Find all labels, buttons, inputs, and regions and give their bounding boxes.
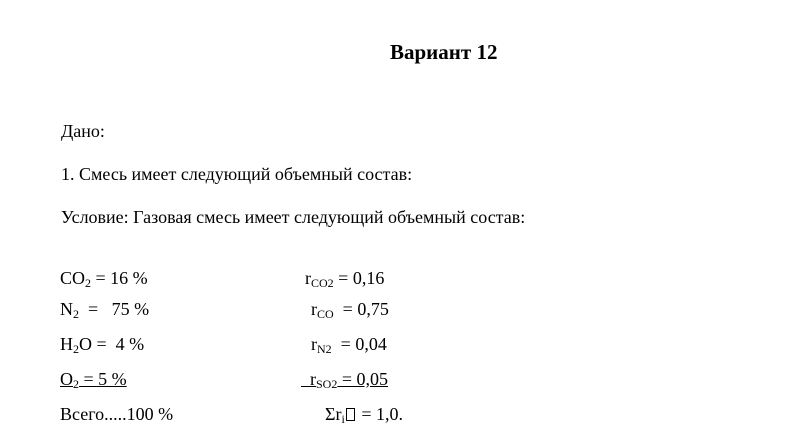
- fraction-co: $r_{CO} = 0,75$: [311, 299, 389, 321]
- composition-o2: $O_2 = 5$ %: [60, 369, 127, 391]
- missing-glyph-icon: [346, 408, 355, 421]
- total-fraction-sum: $\Sigma r_i = 1,0$.: [325, 404, 403, 426]
- composition-co2: $CO_2 = 16$ %: [60, 268, 148, 290]
- fraction-so2: $r_{SO2} = 0,05$: [310, 369, 388, 391]
- composition-n2: $N_2 = 75$ %: [60, 299, 150, 321]
- page-title: Вариант 12: [390, 40, 498, 64]
- fraction-co2: $r_{CO2} = 0,16$: [305, 268, 385, 290]
- condition-text: Условие: Газовая смесь имеет следующий объемный состав:: [61, 207, 526, 227]
- composition-h2o: $H_2O = 4$ %: [60, 334, 145, 356]
- total-percent: Всего.....100 %: [60, 404, 174, 424]
- item-1-text: 1. Смесь имеет следующий объемный состав:: [61, 164, 413, 184]
- given-label: Дано:: [61, 121, 105, 141]
- fraction-n2: $r_{N2} = 0,04$: [311, 334, 387, 356]
